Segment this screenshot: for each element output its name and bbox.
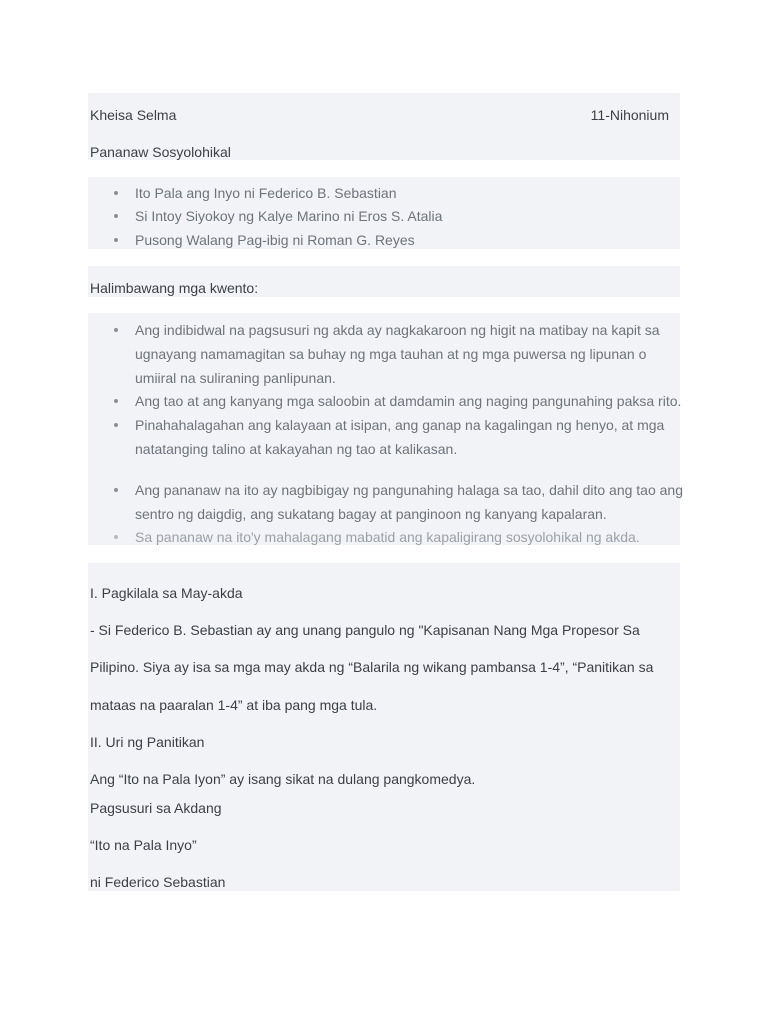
paragraph-line: “Ito na Pala Inyo” xyxy=(90,837,197,853)
bullet-icon xyxy=(114,238,118,242)
analysis-block xyxy=(88,563,680,891)
bullet-icon xyxy=(114,488,118,492)
paragraph-line: - Si Federico B. Sebastian ay ang unang pangulo ng "Kapisanan Nang Mga Propesor Sa xyxy=(90,622,640,638)
section-title: I. Pagkilala sa May-akda xyxy=(90,585,243,601)
section-title: Pagsusuri sa Akdang xyxy=(90,800,222,816)
author-name: Kheisa Selma xyxy=(90,107,177,123)
bullet-icon xyxy=(114,214,118,218)
point-line: Sa pananaw na ito'y mahalagang mabatid ang kapaligirang sosyolohikal ng akda. xyxy=(135,529,640,545)
bullet-icon xyxy=(114,535,118,539)
point-line: Pinahahalagahan ang kalayaan at isipan, ang ganap na kagalingan ng henyo, at mga xyxy=(135,417,665,433)
section-name: 11-Nihonium xyxy=(590,107,669,123)
point-line: ugnayang namamagitan sa buhay ng mga tauhan at ng mga puwersa ng lipunan o xyxy=(135,346,647,362)
point-line: Ang tao at ang kanyang mga saloobin at damdamin ang naging pangunahing paksa rito. xyxy=(135,393,682,409)
header-block xyxy=(88,93,680,160)
paragraph-line: ni Federico Sebastian xyxy=(90,874,226,890)
point-line: Ang pananaw na ito ay nagbibigay ng pangunahing halaga sa tao, dahil dito ang tao ang xyxy=(135,482,684,498)
points-block xyxy=(88,313,684,545)
bullet-icon xyxy=(114,399,118,403)
point-line: umiiral na suliraning panlipunan. xyxy=(135,370,336,386)
examples-heading-block xyxy=(88,266,680,297)
paragraph-line: Ang “Ito na Pala Iyon” ay isang sikat na dulang pangkomedya. xyxy=(90,771,476,787)
story-title: Ito Pala ang Inyo ni Federico B. Sebastian xyxy=(135,185,397,201)
paragraph-line: mataas na paaralan 1-4” at iba pang mga tula. xyxy=(90,697,378,713)
paragraph-line: Pilipino. Siya ay isa sa mga may akda ng “Balarila ng wikang pambansa 1-4”, “Panitikan sa xyxy=(90,659,654,675)
section-title: II. Uri ng Panitikan xyxy=(90,734,205,750)
bullet-icon xyxy=(114,423,118,427)
bullet-icon xyxy=(114,328,118,332)
point-line: Ang indibidwal na pagsusuri ng akda ay nagkakaroon ng higit na matibay na kapit sa xyxy=(135,322,660,338)
stories-block xyxy=(88,177,680,249)
bullet-icon xyxy=(114,191,118,195)
story-title: Pusong Walang Pag-ibig ni Roman G. Reyes xyxy=(135,232,415,248)
point-line: natatanging talino at kakayahan ng tao at kalikasan. xyxy=(135,441,458,457)
document-subtitle: Pananaw Sosyolohikal xyxy=(90,144,231,160)
examples-heading: Halimbawang mga kwento: xyxy=(90,280,259,296)
story-title: Si Intoy Siyokoy ng Kalye Marino ni Eros S. Atalia xyxy=(135,208,443,224)
point-line: sentro ng daigdig, ang sukatang bagay at panginoon ng kanyang kapalaran. xyxy=(135,506,607,522)
